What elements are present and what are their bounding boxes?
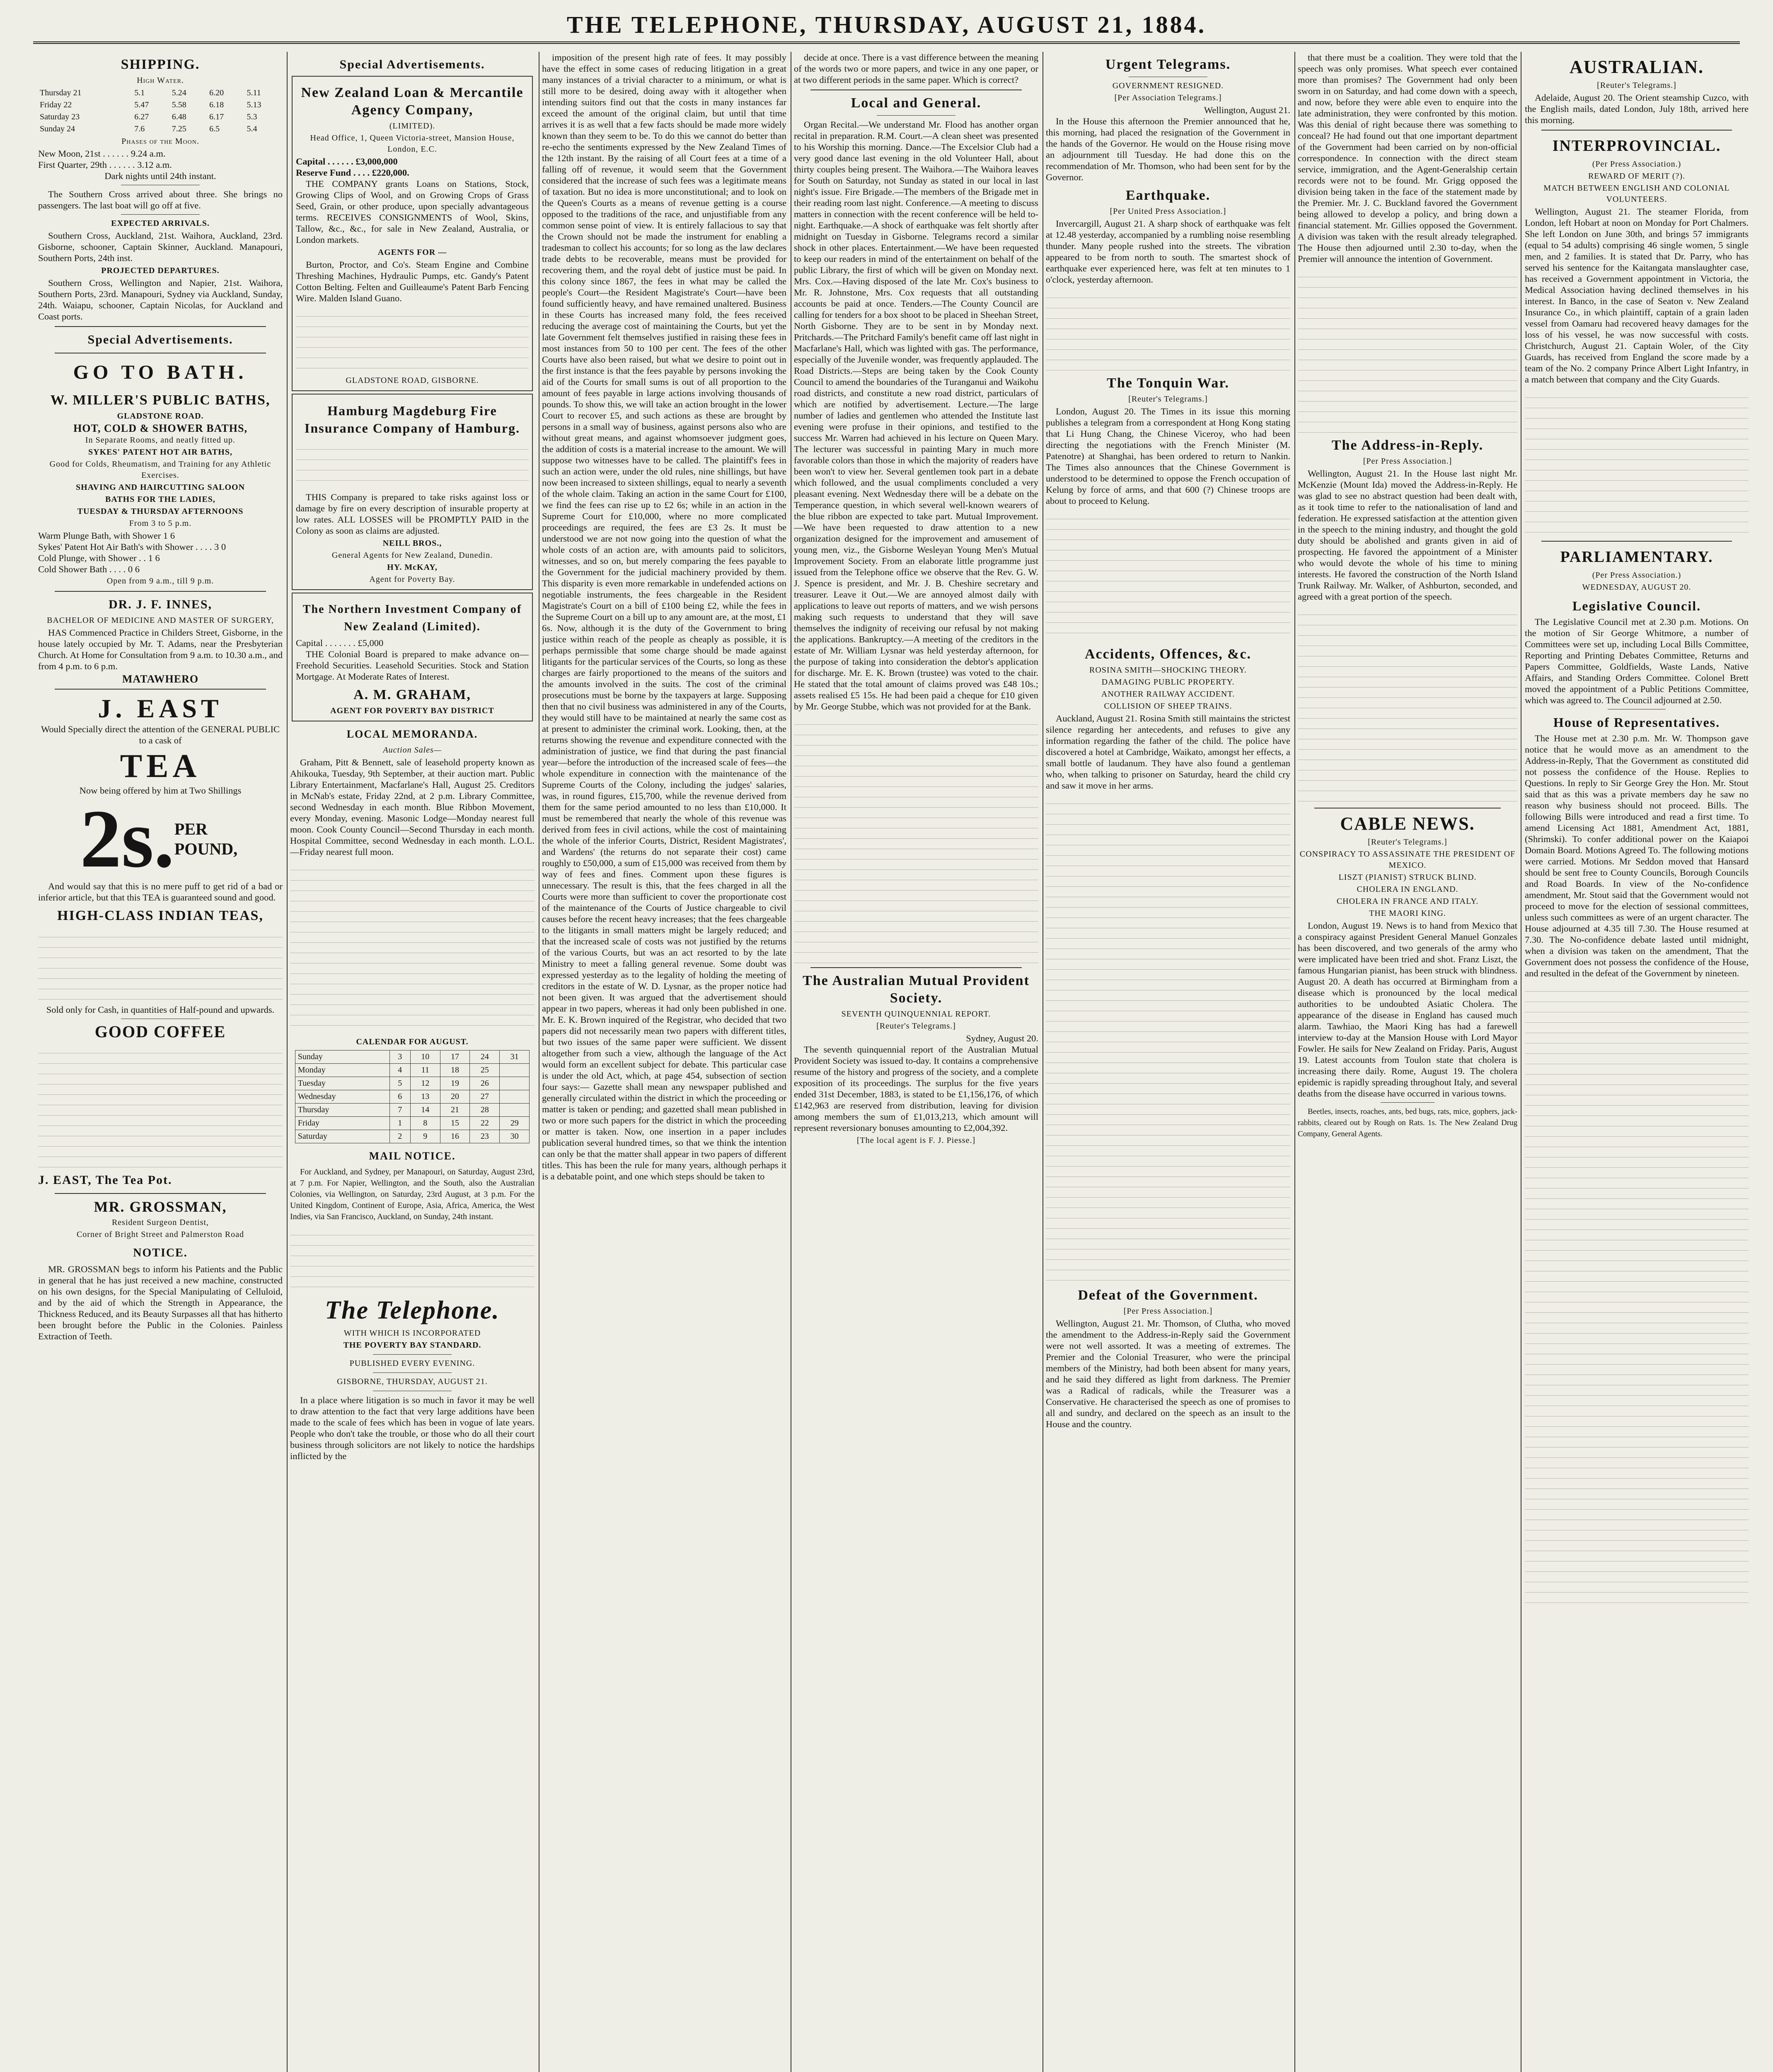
reps-heading: House of Representatives.: [1553, 715, 1720, 730]
editorial-end: decide at once. There is a vast difference between the meaning of the words two or more papers, and twice in any one paper, or at two different periods in the same paper. Which is correct?: [794, 52, 1038, 85]
tide-cell: 6.17: [209, 112, 224, 121]
millers-baths-title: W. MILLER'S PUBLIC BATHS,: [50, 392, 271, 408]
calendar-cell: 23: [470, 1130, 500, 1143]
tide-cell: Sunday 24: [40, 124, 75, 133]
cable-sub: LISZT (PIANIST) STRUCK BLIND.: [1338, 873, 1477, 882]
calendar-heading: CALENDAR FOR AUGUST.: [356, 1037, 469, 1046]
dateline: Wellington, August 21.: [1204, 105, 1290, 115]
text-block: [290, 860, 535, 1034]
tide-cell: 5.47: [134, 100, 149, 109]
column-5: [1046, 52, 1290, 2072]
calendar-cell: 27: [470, 1090, 500, 1104]
calendar-cell: 11: [410, 1064, 440, 1077]
northern-capital: Capital . . . . . . . £5,000: [296, 638, 384, 648]
text-block: [1298, 605, 1517, 804]
tide-cell: Saturday 23: [40, 112, 80, 121]
hamburg-body: THIS Company is prepared to take risks against loss or damage by fire on every description of insurable property at low rates. ALL LOSSES will be PROMPTLY PAID in the Colony as soon as claims are adjusted.: [296, 492, 529, 536]
projected-departures: Southern Cross, Wellington and Napier, 21st. Waihora, Southern Ports, 23rd. Manapouri, Sydney via Auckland, Sunday, 24th. Waiapu, schooner, Captain Nicolas, for Auckland and Coast ports.: [38, 278, 283, 322]
aml-heading: The Australian Mutual Provident Society.: [803, 973, 1030, 1006]
aus-body: Adelaide, August 20. The Orient steamship Cuzco, with the English mails, dated London, July 18th, arrived here this morning.: [1525, 92, 1749, 125]
defeat-continued: that there must be a coalition. They were told that the speech was only promises. What speech ever contained more than promises? The Government had only been sworn in on Saturday, and had come down with a speech, and now, before they were able even to enquire into the late administration, they were confronted by this motion. Was this denial of right because there was something to conceal? He had found out that one important department of the Government had been carried on by non-official correspondence. In connection with the direct steam service, immigration, and the Agent-Generalship certain records were not to be found. Mr. Grigg opposed the division being taken in the face of the statement made by the Premier. Mr. J. C. Buckland favored the Government being allowed to develop a policy, and bring down a financial statement. Mr. Gillies opposed the Government. A division was taken with the result already telegraphed. The House then adjourned until 2.30 to-day, when the Premier will announce the intention of Government.: [1298, 52, 1517, 264]
neill-bros: NEILL BROS.,: [382, 539, 442, 548]
calendar-cell: 6: [389, 1090, 410, 1104]
calendar-cell: 24: [470, 1051, 500, 1064]
calendar-cell: 7: [389, 1104, 410, 1117]
column-3: [542, 52, 786, 2072]
tide-row: [38, 123, 283, 135]
calendar-row: [295, 1104, 529, 1117]
inter-tag: (Per Press Association.): [1592, 160, 1681, 169]
gladstone-road: GLADSTONE ROAD.: [117, 411, 204, 421]
divider: [55, 326, 266, 327]
quake-tag: [Per United Press Association.]: [1110, 207, 1226, 216]
tonquin-tag: [Reuter's Telegrams.]: [1128, 395, 1208, 404]
innes-body: HAS Commenced Practice in Childers Street, Gisborne, in the house lately occupied by Mr. T. Adams, near the Presbyterian Church. At Home for Consultation from 9 a.m. to 10.30 a.m., and from 4 p.m. to 6 p.m.: [38, 627, 283, 671]
nz-loan-limited: (LIMITED).: [389, 121, 435, 131]
special-ads-heading: Special Advertisements.: [339, 58, 485, 71]
divider: [810, 967, 1022, 968]
northern-title: The Northern Investment Company of New Zealand (Limited).: [302, 603, 522, 633]
moon-line: New Moon, 21st . . . . . . 9.24 a.m.: [38, 148, 166, 159]
calendar-cell: 18: [440, 1064, 470, 1077]
quake-body: Invercargill, August 21. A sharp shock of earthquake was felt at 12.48 yesterday, accompanied by a rumbling noise resembling thunder. Many people rushed into the streets. The vibration appeared to be from north to south. The smartest shock of earthquake ever experienced here, was felt at ten minutes to 1 o'clock, yesterday afternoon.: [1046, 218, 1290, 285]
nz-loan-sig: GLADSTONE ROAD, GISBORNE.: [346, 376, 479, 385]
calendar-cell: 3: [389, 1051, 410, 1064]
acc-sub: DAMAGING PUBLIC PROPERTY.: [1101, 678, 1235, 687]
cable-sub: CHOLERA IN FRANCE AND ITALY.: [1336, 897, 1479, 906]
calendar-cell: 28: [470, 1104, 500, 1117]
cable-tag: [Reuter's Telegrams.]: [1368, 838, 1447, 847]
tide-cell: 7.6: [134, 124, 145, 133]
east-title: J. EAST: [98, 694, 223, 723]
calendar-cell: Friday: [295, 1117, 389, 1130]
calendar-cell: 29: [500, 1117, 530, 1130]
aml-sub: SEVENTH QUINQUENNIAL REPORT.: [841, 1009, 991, 1019]
earthquake-heading: Earthquake.: [1125, 188, 1211, 203]
tue-thu-time: From 3 to 5 p.m.: [129, 519, 192, 528]
nz-loan-body: THE COMPANY grants Loans on Stations, Stock, Growing Clips of Wool, and on Growing Crops of Grass Seed, Grain, or other produce, upon specially advantageous terms. RECEIVES CONSIGNMENTS of Wool, Skins, Tallow, &c., &c., for sale in New Zealand, Australia, or London markets.: [296, 179, 529, 245]
nz-loan-office: Head Office, 1, Queen Victoria-street, Mansion House, London, E.C.: [310, 133, 515, 154]
moon-phases-heading: Phases of the Moon.: [121, 137, 199, 146]
sykes-note: Good for Colds, Rheumatism, and Training for any Athletic Exercises.: [49, 460, 271, 480]
local-general-heading: Local and General.: [851, 95, 982, 111]
cable-sub: THE MAORI KING.: [1369, 909, 1446, 918]
calendar-row: [295, 1117, 529, 1130]
hamburg-ad: [292, 394, 533, 590]
graham-title: A. M. GRAHAM,: [353, 687, 471, 702]
address-reply-heading: The Address-in-Reply.: [1331, 438, 1484, 453]
calendar-cell: 26: [470, 1077, 500, 1090]
divider: [1541, 541, 1732, 542]
mckay: HY. McKAY,: [387, 563, 438, 572]
parl-date: WEDNESDAY, AUGUST 20.: [1582, 583, 1691, 592]
parliamentary-heading: PARLIAMENTARY.: [1560, 548, 1713, 566]
hamburg-title: Hamburg Magdeburg Fire Insurance Company of Hamburg.: [304, 403, 520, 436]
indian-teas: HIGH-CLASS INDIAN TEAS,: [57, 908, 264, 923]
mckay-sub: Agent for Poverty Bay.: [369, 575, 455, 584]
calendar-cell: 12: [410, 1077, 440, 1090]
grossman-title: MR. GROSSMAN,: [94, 1198, 227, 1215]
telephone-sub: WITH WHICH IS INCORPORATED: [343, 1329, 481, 1338]
price-line: Cold Plunge, with Shower . . 1 6: [38, 553, 160, 563]
tide-cell: 5.1: [134, 88, 145, 97]
memo-body: Graham, Pitt & Bennett, sale of leasehold property known as Ahikouka, Tuesday, 9th September, at their auction mart. Public Library Entertainment, Macfarlane's Hall, August 25. Creditors in McNab's estate, Friday 22nd, at 2 p.m. Library Committee, second Wednesday in each month. Blue Ribbon Movement, every Monday, evening. Masonic Lodge—Monday nearest full moon. Cook County Council—Second Thursday in each month. Hospital Committee, second Wednesday in each month. L.O.L.—Friday nearest full moon.: [290, 757, 535, 857]
press-tag: [Per Association Telegrams.]: [1114, 93, 1222, 102]
memo-auction: Auction Sales—: [383, 746, 442, 755]
divider: [55, 689, 266, 690]
tea-price-block: [38, 793, 283, 885]
tide-cell: 5.13: [247, 100, 261, 109]
tide-cell: 6.18: [209, 100, 224, 109]
grossman-notice: NOTICE.: [133, 1247, 188, 1259]
address-tag: [Per Press Association.]: [1363, 457, 1452, 466]
calendar-cell: 1: [389, 1117, 410, 1130]
accidents-heading: Accidents, Offences, &c.: [1084, 646, 1252, 662]
price-line: Cold Shower Bath . . . . 0 6: [38, 564, 140, 574]
urgent-telegrams-heading: Urgent Telegrams.: [1105, 57, 1231, 72]
neill-sub: General Agents for New Zealand, Dunedin.: [331, 551, 493, 560]
tea-heading: TEA: [120, 748, 201, 784]
matawhero: MATAWHERO: [122, 673, 199, 685]
column-2: [290, 52, 535, 2072]
mail-notice-heading: MAIL NOTICE.: [369, 1150, 456, 1162]
tide-cell: 6.20: [209, 88, 224, 97]
tide-row: [38, 99, 283, 111]
tide-row: [38, 111, 283, 123]
open-hours: Open from 9 a.m., till 9 p.m.: [106, 576, 214, 586]
calendar-cell: Monday: [295, 1064, 389, 1077]
calendar-cell: 20: [440, 1090, 470, 1104]
teapot-sig: J. EAST, The Tea Pot.: [38, 1173, 172, 1187]
sykes-baths: SYKES' PATENT HOT AIR BATHS,: [88, 448, 232, 457]
grossman-addr: Corner of Bright Street and Palmerston Road: [76, 1230, 244, 1239]
interprovincial-heading: INTERPROVINCIAL.: [1552, 137, 1721, 155]
cable-body: London, August 19. News is to hand from Mexico that a conspiracy against President General Manuel Gonzales has been discovered, and two generals of the army who were implicated have been tried and shot. Franz Liszt, the famous Hungarian pianist, has been struck with blindness. August 20. A death has occurred at Birmingham from a disease which is pronounced by the local medical authorities to be undoubted Asiatic Cholera. The appearance of the disease in England has caused much alarm. Tawhiao, the Maori King has had a farewell interview to-day at the Mansion House with Lord Mayor Fowler. He sails for New Zealand on Friday. Paris, August 19. Latest accounts from Toulon state that cholera is increasing there daily. Rome, August 19. The cholera epidemic is rapidly spreading throughout Italy, and several deaths from the disease have occurred in various towns.: [1298, 920, 1517, 1099]
calendar-cell: 13: [410, 1090, 440, 1104]
column-1: [38, 52, 283, 2072]
dateline: GISBORNE, THURSDAY, AUGUST 21.: [337, 1377, 488, 1386]
calendar-cell: 14: [410, 1104, 440, 1117]
editorial-continued: imposition of the present high rate of fees. It may possibly have the effect in some cases of reducing litigation in a great many instances of a trivial character to a minimum, or what is still more to be desired, doing away with it altogether when intending suitors find out that the costs in many instances far exceed the amount of the original claim, but until that time arrives it is as well that a few facts should be made more widely known than they seem to be. To do this we cannot do better than re-echo the sentiments expressed by the New Zealand Times of the 12th instant. By the raising of all Court fees at a time of a falling off of revenue, it would seem that the Government considered that the increase of such fees was a legitimate means of taxation. But no idea is more unconstitutional; and to look on the Queen's Courts as a means of revenue getting is a course opposed to the traditions of the race, and unjustifiable from any common sense point of view. It is entirely fallacious to say that the Crown should not be made the instrument for enabling a tradesman to collect his accounts; for so long as the law declares trade debts to be recoverable, means must be provided for recovering them, and the royal debt of justice must be paid. In this colony since 1867, the fees in what may be called the people's Court—the Resident Magistrate's Court—have been found sufficiently heavy, and have remained unaltered. Business in these Courts has increased many fold, the fees received reducing the average cost of maintaining the Courts, but yet the late Government felt themselves justified in raising these fees in most instances from 50 to 100 per cent. The fees of the other Courts have also been raised, but what we desire to point out in the first instance is that the fees payable by persons invoking the aid of the Courts for small sums is out of all proportion to the amount of fees payable in large actions involving thousands of pounds. To show this, we will take an action brought in the lower Court to recover £5, and such actions as these are brought by persons in a small way of business, against persons also who are without great means, and against whomsoever judgment goes, the addition of costs is a material increase to the amount. We will suppose two witnesses have to be called. The plaintiff's fees in such an action were, under the old rules, nine shillings, but have now been increased to sixteen shillings, equal to nearly a seventh of the whole claim. Taking an action in the same Court for £100, we find the fees can rise up to £2 6s; while in an action in the Supreme Court for £10,000, where no more complicated proceedings are required, the fees are £3 2s. It must be understood we are not now going into the question of what the whole costs of an action are, with amounts paid to solicitors, witnesses, and so on, but merely comparing the fees payable to the Government for the judicial machinery provided by them. This disparity is even more remarkable in undefended actions on negotiable instruments, the fees chargeable in the Resident Magistrate's Court on a bill of £100 being £2, while the fees in the Supreme Court on a bill up to any amount are, at the most, £1 6s. Now, although it is the duty of the Government to bring justice within reach of the people as cheaply as possible, it is perhaps permissible that some charge should be made against litigants for the particular services of the Courts, so long as these charges are fairly proportioned to the means of the suitors and the amounts involved in the suits. The cost of the criminal prosecutions must be borne by the taxpayers at large. Supposing then that no civil business was administered in any of the Courts, they would still have to be maintained at nearly the same cost as at present to administer the criminal work. Looking, then, at the returns showing the revenue and expenditure connected with the administration of justice, we find that during the past financial year—before the introduction of the increased scale of fees—the whole expenditure in connection with the maintenance of the Supreme Courts of the Colony, including the judges' salaries, was, in round figures, £15,700, while the revenue derived from them for the same period amounted to no less than £10,000. It must be remembered that nearly the whole of this revenue was derived from fees in civil actions, while the cost of maintaining the whole of the inferior Courts, District, Resident Magistrates', and Wardens' (the returns do not separate their cost) came roughly to £50,000, a sum of £15,000 was received from them by way of fees and fines. Comment upon these figures is unnecessary. The result is this, that the fees charged in all the Courts were more than sufficient to cover the proportionate cost of the maintenance of the Courts of Justice chargeable to civil causes before the recent heavy increases; that the fees chargeable to the litigants in small matters might be largely reduced; and that the increased scale of costs was not justified by the returns of the various Courts, but was an act resorted to by the late Ministry to meet a falling general revenue. Some doubt was expressed yesterday as to the legality of holding the meeting of creditors in the estate of W. D. Lysnar, as the proper notice had not been given. It was argued that the advertisement should appear in two papers, whereas it had only been published in one. Mr. E. K. Brown inquired of the Registrar, who decided that two papers did not necessarily mean two papers with different titles, but two issues of the same paper were sufficient. We dissent altogether from such a view, although the language of the Act would form an excellent subject for debate. This particular case is under the old Act, which, at page 454, subsection of section four says:— Gazette shall mean any newspaper published and generally circulated within the district in which the proceeding or matter is taken or pending; and gazetted shall mean published in two or more such papers for the district in which the proceeding or matter is taken. Now, one insertion in a paper includes publication several hundred times, so that we think the intention can only be that the matter shall appear in two papers of different titles. This has been the rule for many years, although perhaps it is a debatable point, and one which steps should be taken to: [542, 52, 786, 1181]
calendar-cell: 21: [440, 1104, 470, 1117]
text-block: [1525, 387, 1749, 537]
newspaper-masthead: [33, 8, 1740, 44]
parl-tag: (Per Press Association.): [1592, 571, 1681, 580]
resigned-body: In the House this afternoon the Premier announced that he, this morning, had placed the resignation of the Government in the hands of the Governor. He would on the House rising move an adjournment till Tuesday. He had done this on the recommendation of Mr. Thomson, who had been sent for by the Governor.: [1046, 116, 1290, 182]
price-line: Sykes' Patent Hot Air Bath's with Shower . . . . 3 0: [38, 542, 226, 552]
column-4: [794, 52, 1038, 2072]
tonquin-body: London, August 20. The Times in its issue this morning publishes a telegram from a correspondent at Hong Kong stating that Li Hung Chang, the Chinese Viceroy, who had been directing the negotiations with the French Minister (M. Patenotre) at Shanghai, has been ordered to return to Nankin. The Times also announces that the Chinese Government is understood to be determined to oppose the French occupation of Kelung by force of arms, and that 600 (?) Chinese troops are about to proceed to Kelung.: [1046, 406, 1290, 506]
calendar-cell: 16: [440, 1130, 470, 1143]
published: PUBLISHED EVERY EVENING.: [349, 1359, 475, 1368]
calendar-cell: 4: [389, 1064, 410, 1077]
beetles-ad: Beetles, insects, roaches, ants, bed bugs, rats, mice, gophers, jack-rabbits, cleared out by Rough on Rats. 1s. The New Zealand Drug Company, General Agents.: [1298, 1107, 1517, 1138]
text-block: [1298, 267, 1517, 433]
calendar-table: [295, 1050, 530, 1143]
hot-cold-baths: HOT, COLD & SHOWER BATHS,: [73, 422, 247, 434]
text-block: [296, 306, 529, 373]
per-pound: PER POUND,: [174, 820, 238, 858]
aml-dateline: Sydney, August 20.: [966, 1033, 1038, 1043]
text-block: [1046, 288, 1290, 370]
calendar-cell: 31: [500, 1051, 530, 1064]
masthead-title: THE TELEPHONE, THURSDAY, AUGUST 21, 1884.: [566, 11, 1207, 38]
divider: [373, 1372, 452, 1373]
telephone-sub: THE POVERTY BAY STANDARD.: [343, 1341, 481, 1350]
inter-body: Wellington, August 21. The steamer Florida, from London, left Hobart at noon on Monday for Port Chalmers. She left London on June 30th, and brings 57 immigrants (equal to 54 adults) comprising 46 single women, 5 single men, and 2 families. It is stated that Dr. Parry, who has served his sentence for the Kaitangata manslaughter case, has received a Government appointment in Victoria, the Medical Association having declined themselves in his interest. In Banco, in the case of Seaton v. New Zealand Insurance Co., in which plaintiff, captain of a grain laden vessel from Oamaru had recovered heavy damages for the loss of his vessel, he was now successful with costs. Christchurch, August 21. Captain Woler, of the City Guards, has received from England the score made by a team of the No. 2 company Prince Albert Light Infantry, in a match between that company and the City Guards.: [1525, 206, 1749, 385]
divider: [55, 591, 266, 592]
divider: [1381, 1102, 1434, 1103]
agents-heading: AGENTS FOR —: [377, 248, 447, 257]
go-to-bath-ad: GO TO BATH.: [73, 361, 248, 383]
expected-arrivals-heading: EXPECTED ARRIVALS.: [111, 219, 210, 228]
nz-loan-title: New Zealand Loan & Mercantile Agency Company,: [301, 85, 524, 118]
calendar-cell: 22: [470, 1117, 500, 1130]
divider: [373, 1354, 452, 1355]
telephone-logo: The Telephone.: [325, 1296, 500, 1324]
defeat-body: Wellington, August 21. Mr. Thomson, of Clutha, who moved the amendment to the Address-in-Reply said the Government were not well assorted. It was a meeting of extremes. The Premier and the Colonial Treasurer, who were the principal members of the Ministry, had both been absent for many years, and he said they differed as light from darkness. The Premier was a Radical of radicals, while the Treasurer was a Conservative. He characterised the speech as one of promises to all and sundry, and declared on the speech as an insult to the House and the country.: [1046, 1318, 1290, 1429]
ladies-baths: BATHS FOR THE LADIES,: [105, 495, 215, 504]
tide-table: [38, 87, 283, 135]
text-block: [1046, 509, 1290, 641]
innes-sub: BACHELOR OF MEDICINE AND MASTER OF SURGERY,: [47, 616, 274, 625]
tide-cell: 5.58: [172, 100, 186, 109]
text-block: [1525, 981, 1749, 1603]
moon-line: Dark nights until 24th instant.: [104, 171, 216, 181]
divider: [1541, 130, 1732, 131]
sold-only: Sold only for Cash, in quantities of Half-pound and upwards.: [46, 1005, 275, 1015]
acc-sub: COLLISION OF SHEEP TRAINS.: [1104, 702, 1232, 711]
calendar-cell: Thursday: [295, 1104, 389, 1117]
leg-body: The Legislative Council met at 2.30 p.m. Motions. On the motion of Sir George Whitmore, a number of Committees were set up, including Local Bills Committee, Reporting and Printing Debates Committee, Returns and Papers Committee, Goldfields, Waste Lands, Native Affairs, and Standing Orders Committee. Colonel Brett moved the appointment of a Public Petitions Committee, which was agreed to. The Council adjourned at 2.50.: [1525, 617, 1749, 705]
acc-sub: ANOTHER RAILWAY ACCIDENT.: [1101, 690, 1235, 699]
innes-title: DR. J. F. INNES,: [108, 598, 213, 611]
calendar-cell: Saturday: [295, 1130, 389, 1143]
text-block: [296, 439, 529, 489]
column-rule: [1294, 52, 1295, 2072]
aml-local: [The local agent is F. J. Piesse.]: [856, 1136, 976, 1145]
high-water-label: High Water.: [137, 76, 184, 85]
expected-arrivals: Southern Cross, Auckland, 21st. Waihora, Auckland, 23rd. Gisborne, schooner, Captain Skinner, Auckland. Manapouri, Southern Ports, 24th inst.: [38, 230, 283, 263]
tide-cell: 6.5: [209, 124, 220, 133]
calendar-cell: 30: [500, 1130, 530, 1143]
nz-loan-ad: [292, 76, 533, 391]
grossman-body: MR. GROSSMAN begs to inform his Patients and the Public in general that he has just received a new machine, constructed on his own designs, for the Special Manipulating of Celluloid, and by the aid of which the Strength in Appearance, the Thickness Reduced, and its Beauty Surpasses all that has hitherto been brought before the Public in the Colonies. Painless Extraction of Teeth.: [38, 1264, 283, 1341]
text-block: [1046, 794, 1290, 1283]
leg-council-heading: Legislative Council.: [1572, 598, 1701, 613]
mail-body: For Auckland, and Sydney, per Manapouri, on Saturday, August 23rd, at 7 p.m. For Napier, Wellington, and the South, also the Australian Colonies, via Wellington, on Saturday, 23rd August, at 3 p.m. For the United Kingdom, Continent of Europe, Asia, Africa, America, the West Indies, via San Francisco, Auckland, on Sunday, 24th instant.: [290, 1167, 535, 1221]
northern-investment-ad: [292, 593, 533, 721]
saloon: SHAVING AND HAIRCUTTING SALOON: [75, 483, 245, 492]
tide-cell: 5.11: [247, 88, 261, 97]
local-general-body: Organ Recital.—We understand Mr. Flood has another organ recital in preparation. R.M. Court.—A clean sheet was presented to his Worship this morning. Dance.—The Excelsior Club had a very good dance last evening in the old Volunteer Hall, about thirty couples being present. The Waihora.—The Waihora leaves for South on Saturday, not Sunday as stated in our local in last night's issue. Fire Brigade.—The members of the Brigade met in their reading room last night. Conference.—A meeting to discuss matters in connection with the recent conference will be held to-night. Earthquake.—A shock of earthquake was felt shortly after midnight on Tuesday in Gisborne. Telegrams record a similar shock in other places. Entertainment.—We have been requested to keep our readers in mind of the entertainment on behalf of the public Library, the first of which will be given on Monday next. Mrs. Cox.—Having disposed of the late Mr. Cox's business to Mr. R. Johnstone, Mrs. Cox requests that all outstanding accounts be paid at once. Tenders.—The County Council are calling for tenders for a box shoot to be placed in Sheehan Street, North Gisborne. They are to be sent in by Monday next. Pritchards.—The Pritchard Family's benefit came off last night in Macfarlane's Hall, which was lighted with gas. The performance, especially of the Juvenile wonder, was frequently applauded. The Road Districts.—Steps are being taken by the Cook County Council to amend the boundaries of the Turanganui and Waikohu road districts, and constitute a new road district, particulars of which are notified by advertisement. Lecture.—The large number of ladies and gentlemen who attended the Institute last evening were profuse in their opinions, and testified to the success Mr. Warren had achieved in his lecture on Queen Mary. The lecturer was successful in painting Mary in much more favorable colors than those in which the majority of readers have been won't to view her. Several gentlemen took part in a debate which followed, and the usual compliments concluded a very pleasant evening. Next Wednesday there will be a debate on the Temperance question, in which several well-known wearers of the blue ribbon are expected to take part. Mutual Improvement.—We have been requested to draw attention to a new organization designed for the improvement and amusement of young men, viz., the Gisborne Wesleyan Young Men's Mutual Improvement Society. From an elaborate little programme just issued from the Telephone office we observe that the Rev. G. W. J. Spence is president, and Mr. J. B. Cheshire secretary and treasurer. Leave it Out.—We are annoyed almost daily with applications to leave out reports of matters, and we wish persons making such requests to understand that they will save themselves the indignity of receiving our refusal by not making the applications. Bankruptcy.—A meeting of the creditors in the estate of Mr. William Lysnar was held yesterday afternoon, for the purpose of taking into consideration the debtor's application for discharge. Mr. E. K. Brown (trustee) was voted to the chair. He stated that the total amount of claims proved was £48 10s.; assets realised £5 15s. He had been paid a cheque for £10 given by Mr. George Stubbe, which was not provided for at the Bank.: [794, 119, 1038, 712]
tide-cell: Thursday 21: [40, 88, 82, 97]
calendar-cell: [500, 1064, 530, 1077]
australian-heading: AUSTRALIAN.: [1570, 57, 1704, 77]
calendar-row: [295, 1090, 529, 1104]
tue-thu: TUESDAY & THURSDAY AFTERNOONS: [77, 507, 244, 516]
southern-cross-note: The Southern Cross arrived about three. She brings no passengers. The last boat will go off at five.: [38, 189, 283, 211]
divider: [55, 1193, 266, 1194]
inter-sub: REWARD OF MERIT (?).: [1588, 172, 1686, 181]
tide-cell: 5.4: [247, 124, 257, 133]
text-block: [290, 1225, 535, 1291]
agents-list: Burton, Proctor, and Co's. Steam Engine and Combine Threshing Machines, Hydraulic Pumps, etc. Gandy's Patent Cotton Belting. Felten and Guilleaume's Patent Barb Fencing Wire. Malden Island Guano.: [296, 259, 529, 303]
divider: [121, 214, 200, 215]
tide-cell: 7.25: [172, 124, 186, 133]
tide-cell: 6.27: [134, 112, 149, 121]
tide-cell: Friday 22: [40, 100, 72, 109]
defeat-tag: [Per Press Association.]: [1123, 1307, 1213, 1316]
shipping-heading: SHIPPING.: [121, 57, 200, 72]
calendar-cell: 8: [410, 1117, 440, 1130]
cable-sub: CONSPIRACY TO ASSASSINATE THE PRESIDENT OF MEXICO.: [1299, 850, 1516, 870]
calendar-row: [295, 1064, 529, 1077]
tide-row: [38, 87, 283, 99]
tea-offer: Now being offered by him at Two Shillings: [79, 785, 242, 796]
northern-body: THE Colonial Board is prepared to make advance on— Freehold Securities. Leasehold Securities. Stock and Station Mortgage. At Moderate Rates of Interest.: [296, 649, 529, 682]
text-block: [38, 927, 283, 1002]
editorial-start: In a place where litigation is so much in favor it may be well to draw attention to the fact that very large additions have been made to the scale of fees which has been in vogue of late years. People who don't take the trouble, or those who do all their court business through solicitors are not likely to notice the hardships inflicted by the: [290, 1395, 535, 1461]
tonquin-heading: The Tonquin War.: [1107, 375, 1229, 391]
special-ads-heading: Special Advertisements.: [87, 333, 233, 346]
calendar-cell: Tuesday: [295, 1077, 389, 1090]
moon-line: First Quarter, 29th . . . . . . 3.12 a.m.: [38, 160, 172, 170]
column-rule: [287, 52, 288, 2072]
calendar-row: [295, 1051, 529, 1064]
calendar-row: [295, 1077, 529, 1090]
cable-news-heading: CABLE NEWS.: [1340, 813, 1475, 834]
calendar-row: [295, 1130, 529, 1143]
divider: [877, 115, 955, 116]
defeat-heading: Defeat of the Government.: [1078, 1288, 1258, 1303]
accidents-body: Auckland, August 21. Rosina Smith still maintains the strictest silence regarding her antecedents, and refuses to give any information regarding the father of the child. The police have discovered a hotel at Cambridge, Waikato, amongst her effects, a small bottle of laudanum. They have also found a gentleman who, when talking to prisoner on Saturday, heard the child cry and saw it move in her arms.: [1046, 713, 1290, 791]
nz-loan-reserve: Reserve Fund . . . . £220,000.: [296, 167, 409, 178]
tea-price: 2s.: [80, 793, 174, 885]
calendar-cell: Wednesday: [295, 1090, 389, 1104]
govt-resigned: GOVERNMENT RESIGNED.: [1112, 81, 1224, 90]
calendar-cell: 10: [410, 1051, 440, 1064]
calendar-cell: 2: [389, 1130, 410, 1143]
calendar-cell: 17: [440, 1051, 470, 1064]
calendar-cell: 15: [440, 1117, 470, 1130]
projected-departures-heading: PROJECTED DEPARTURES.: [101, 266, 220, 275]
tide-cell: 6.48: [172, 112, 186, 121]
inter-sub: MATCH BETWEEN ENGLISH AND COLONIAL VOLUNTEERS.: [1543, 184, 1730, 204]
tide-cell: 5.24: [172, 88, 186, 97]
column-6: [1298, 52, 1517, 2072]
calendar-cell: [500, 1090, 530, 1104]
calendar-cell: 25: [470, 1064, 500, 1077]
calendar-cell: 5: [389, 1077, 410, 1090]
text-block: [38, 1043, 283, 1167]
east-body-2: And would say that this is no mere puff to get rid of a bad or inferior article, but that this TEA is guaranteed sound and good.: [38, 881, 283, 903]
separate-rooms: In Separate Rooms, and neatly fitted up.: [85, 436, 236, 445]
address-body: Wellington, August 21. In the House last night Mr. McKenzie (Mount Ida) moved the Address-in-Reply. He was glad to see no abstract question had been dealt with, as it took time to refer to the nationalisation of land and federation. He expressed satisfaction at the attention given in the speech to the mining industry, and thought the gold duty should be abolished and grants given in aid of prospecting. He favored the appointment of a Minister who would devote the whole of his time to mining interests. He favored the construction of the North Island Trunk Railway. Mr. Walker, of Ashburton, seconded, and agreed with a great portion of the speech.: [1298, 468, 1517, 602]
calendar-cell: [500, 1077, 530, 1090]
nz-loan-capital: Capital . . . . . . £3,000,000: [296, 156, 398, 167]
tide-cell: 5.3: [247, 112, 257, 121]
calendar-cell: Sunday: [295, 1051, 389, 1064]
graham-sub: AGENT FOR POVERTY BAY DISTRICT: [330, 706, 494, 715]
east-body: Would Specially direct the attention of the GENERAL PUBLIC to a cask of: [41, 724, 280, 746]
aml-tag: [Reuter's Telegrams.]: [876, 1021, 956, 1031]
good-coffee: GOOD COFFEE: [94, 1022, 226, 1041]
price-line: Warm Plunge Bath, with Shower 1 6: [38, 530, 175, 541]
local-memoranda-heading: LOCAL MEMORANDA.: [346, 728, 478, 740]
reps-body: The House met at 2.30 p.m. Mr. W. Thompson gave notice that he would move as an amendment to the Address-in-Reply, That the Government as constituted did not possess the confidence of the House. Replies to Questions. In reply to Sir George Grey the Hon. Mr. Stout said that as this was a private members day he saw no reason why business should not proceed. Bills. The following Bills were introduced and read a first time. To amend Licensing Act 1881, Amendment Act, 1881, (Shrimski). To confer additional power on the Kaiapoi Domain Board. Motions Agreed To. The following motions were carried. Motions. Mr Seddon moved that Hansard should be sent free to County Councils, Borough Councils and Road Boards. In view of the No-confidence amendment, Mr. Stout said that the Government would not proceed to move for the election of sessional committees, unless such committees as were of an urgent character. The House adjourned at 4.35 till 7.30. The House resumed at 7.30. The No-confidence debate lasted until midnight, when a division was taken on the amendment, That the Government does not possess the confidence of the House, and resulted in the defeat of the Government by nineteen.: [1525, 733, 1749, 978]
grossman-sub: Resident Surgeon Dentist,: [111, 1218, 209, 1227]
calendar-cell: [500, 1104, 530, 1117]
cable-sub: CHOLERA IN ENGLAND.: [1357, 885, 1459, 894]
column-7: [1525, 52, 1749, 2072]
aus-tag: [Reuter's Telegrams.]: [1597, 81, 1676, 90]
calendar-cell: 19: [440, 1077, 470, 1090]
calendar-cell: 9: [410, 1130, 440, 1143]
acc-sub: ROSINA SMITH—SHOCKING THEORY.: [1089, 666, 1247, 675]
aml-body: The seventh quinquennial report of the Australian Mutual Provident Society was issued to-day. It contains a comprehensive resume of the history and progress of the society, and a complete exposition of its proceedings. The surplus for the five years ended 31st December, 1883, is stated to be £1,156,176, of which £142,963 are reserved from distribution, leaving for division among members the sum of £1,013,213, which amount will represent reversionary bonuses amounting to £2,004,392.: [794, 1044, 1038, 1133]
text-block: [794, 714, 1038, 963]
